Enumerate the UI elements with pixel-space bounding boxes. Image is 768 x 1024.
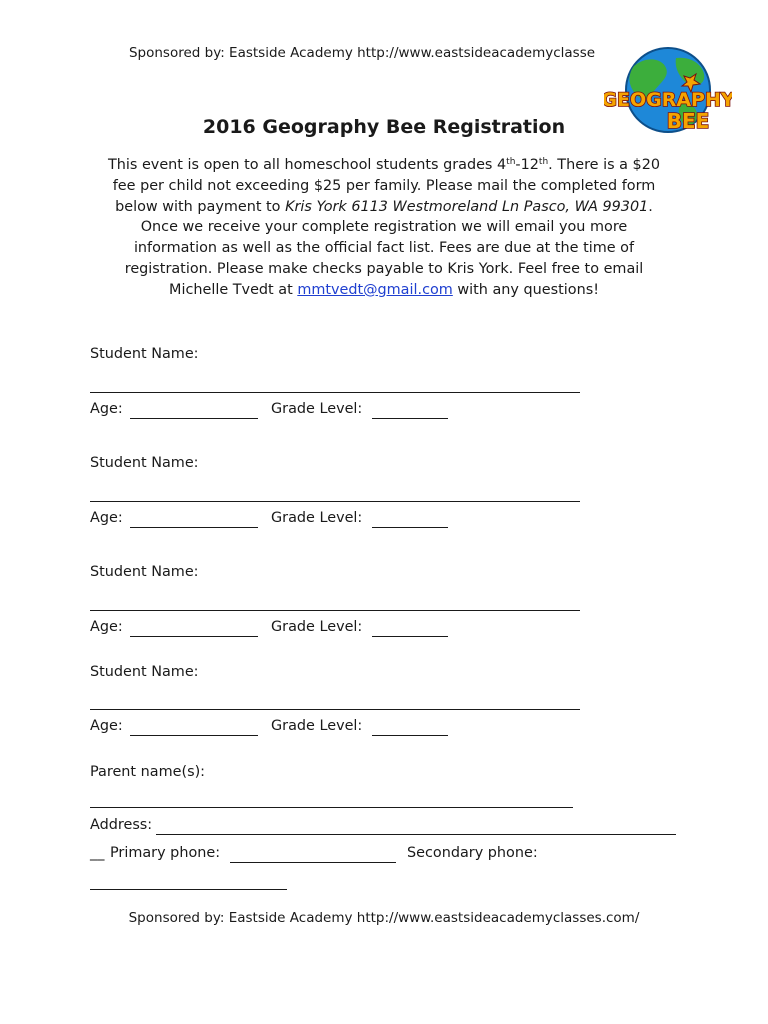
- age-label-4: Age:: [90, 718, 123, 734]
- grade-field-3[interactable]: [372, 636, 448, 637]
- grade-label-3: Grade Level:: [271, 619, 363, 635]
- secondary-phone-label: Secondary phone:: [407, 845, 538, 861]
- student-name-label-3: Student Name:: [90, 564, 199, 580]
- email-link[interactable]: mmtvedt@gmail.com: [297, 281, 453, 298]
- logo-text-line2: BEE: [666, 109, 710, 133]
- address-label: Address:: [90, 817, 153, 833]
- student-name-field-1[interactable]: [90, 392, 580, 393]
- address-field[interactable]: [156, 834, 676, 835]
- page-title: 2016 Geography Bee Registration: [202, 116, 566, 138]
- student-name-label-1: Student Name:: [90, 346, 199, 362]
- secondary-phone-field[interactable]: [90, 889, 287, 890]
- age-field-3[interactable]: [130, 636, 258, 637]
- header-sponsor-text: Sponsored by: Eastside Academy http://www.eastsideacademyclasse: [128, 45, 596, 61]
- student-name-field-2[interactable]: [90, 501, 580, 502]
- age-label-3: Age:: [90, 619, 123, 635]
- grade-field-4[interactable]: [372, 735, 448, 736]
- primary-phone-field[interactable]: [230, 862, 396, 863]
- grade-field-2[interactable]: [372, 527, 448, 528]
- grade-field-1[interactable]: [372, 418, 448, 419]
- intro-line-3: below with payment to Kris York 6113 Westmoreland Ln Pasco, WA 99301.: [115, 198, 653, 215]
- age-label-2: Age:: [90, 510, 123, 526]
- age-field-2[interactable]: [130, 527, 258, 528]
- age-field-1[interactable]: [130, 418, 258, 419]
- grade-label-1: Grade Level:: [271, 401, 363, 417]
- primary-phone-label: Primary phone:: [110, 845, 221, 861]
- grade-label-2: Grade Level:: [271, 510, 363, 526]
- student-name-label-2: Student Name:: [90, 455, 199, 471]
- footer-sponsor-text: Sponsored by: Eastside Academy http://www.eastsideacademyclasses.com/: [128, 910, 640, 926]
- intro-line-1: This event is open to all homeschool students grades 4th-12th. There is a $20: [107, 157, 661, 173]
- age-field-4[interactable]: [130, 735, 258, 736]
- student-name-label-4: Student Name:: [90, 664, 199, 680]
- intro-line-6: registration. Please make checks payable to Kris York. Feel free to email: [124, 260, 644, 277]
- intro-line-4: Once we receive your complete registration we will email you more: [140, 219, 628, 236]
- intro-paragraph: [0, 155, 768, 301]
- student-name-field-3[interactable]: [90, 610, 580, 611]
- parent-name-label: Parent name(s):: [90, 764, 206, 780]
- intro-line-2: fee per child not exceeding $25 per family. Please mail the completed form: [112, 177, 656, 194]
- parent-name-field[interactable]: [90, 807, 573, 808]
- age-label-1: Age:: [90, 401, 123, 417]
- logo-text-line1: GEOGRAPHY: [604, 89, 732, 111]
- intro-line-7: Michelle Tvedt at mmtvedt@gmail.com with any questions!: [169, 281, 599, 298]
- intro-line-5: information as well as the official fact list. Fees are due at the time of: [133, 240, 635, 257]
- student-name-field-4[interactable]: [90, 709, 580, 710]
- grade-label-4: Grade Level:: [271, 718, 363, 734]
- primary-phone-prefix: __: [90, 845, 105, 861]
